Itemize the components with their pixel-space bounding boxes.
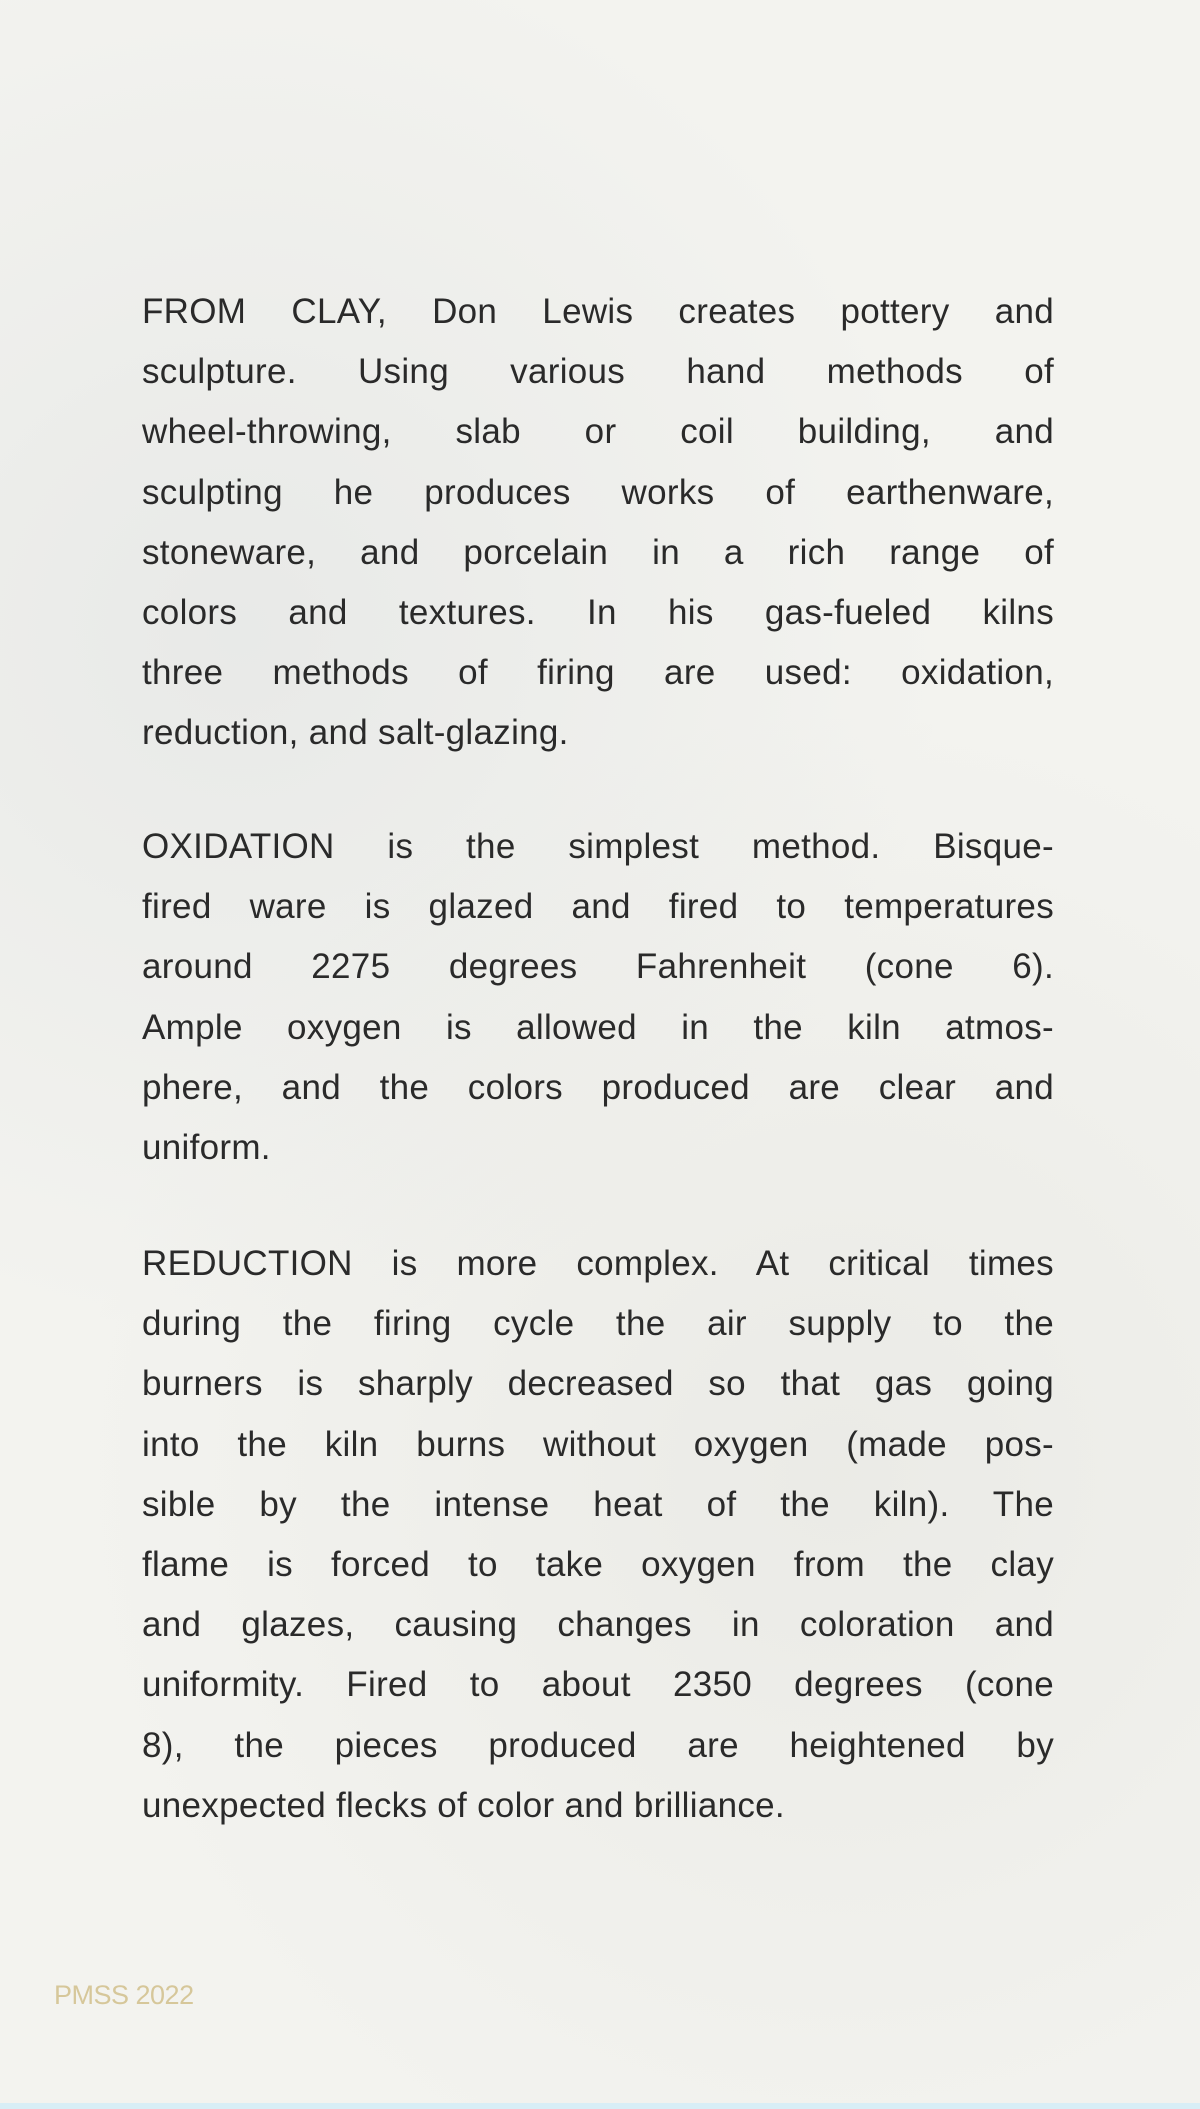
text-line: during the firing cycle the air supply to the bbox=[142, 1304, 1054, 1344]
text-line: three methods of firing are used: oxidation, bbox=[142, 653, 1054, 693]
text-line: reduction, and salt-glazing. bbox=[142, 713, 569, 753]
text-line: unexpected flecks of color and brilliance. bbox=[142, 1785, 785, 1825]
text-line: FROM CLAY, Don Lewis creates pottery and bbox=[142, 292, 1054, 331]
scan-edge bbox=[0, 2103, 1200, 2109]
paragraph-reduction bbox=[142, 1234, 1054, 1836]
text-line: flame is forced to take oxygen from the clay bbox=[142, 1544, 1054, 1584]
text-line: sible by the intense heat of the kiln). The bbox=[142, 1484, 1054, 1524]
text-line: uniform. bbox=[142, 1127, 271, 1167]
text-line: wheel-throwing, slab or coil building, and bbox=[142, 412, 1054, 452]
text-line: 8), the pieces produced are heightened by bbox=[142, 1725, 1054, 1765]
text-line: REDUCTION is more complex. At critical times bbox=[142, 1244, 1054, 1283]
text-line: sculpture. Using various hand methods of bbox=[142, 352, 1054, 392]
text-line: into the kiln burns without oxygen (made pos- bbox=[142, 1424, 1054, 1464]
text-line: around 2275 degrees Fahrenheit (cone 6). bbox=[142, 947, 1054, 987]
text-line: burners is sharply decreased so that gas going bbox=[142, 1364, 1054, 1404]
text-line: fired ware is glazed and fired to temperatures bbox=[142, 887, 1054, 927]
text-line: phere, and the colors produced are clear and bbox=[142, 1067, 1054, 1107]
text-line: Ample oxygen is allowed in the kiln atmos- bbox=[142, 1007, 1054, 1047]
watermark: PMSS 2022 bbox=[54, 1980, 194, 2010]
text-line: stoneware, and porcelain in a rich range of bbox=[142, 532, 1054, 572]
paragraph-oxidation bbox=[142, 817, 1054, 1178]
text-line: and glazes, causing changes in coloration and bbox=[142, 1605, 1054, 1645]
text-line: uniformity. Fired to about 2350 degrees (cone bbox=[142, 1665, 1054, 1705]
text-line: colors and textures. In his gas-fueled kilns bbox=[142, 592, 1054, 632]
text-line: sculpting he produces works of earthenware, bbox=[142, 472, 1054, 512]
text-line: OXIDATION is the simplest method. Bisque- bbox=[142, 827, 1054, 866]
paragraph-from-clay bbox=[142, 282, 1054, 764]
